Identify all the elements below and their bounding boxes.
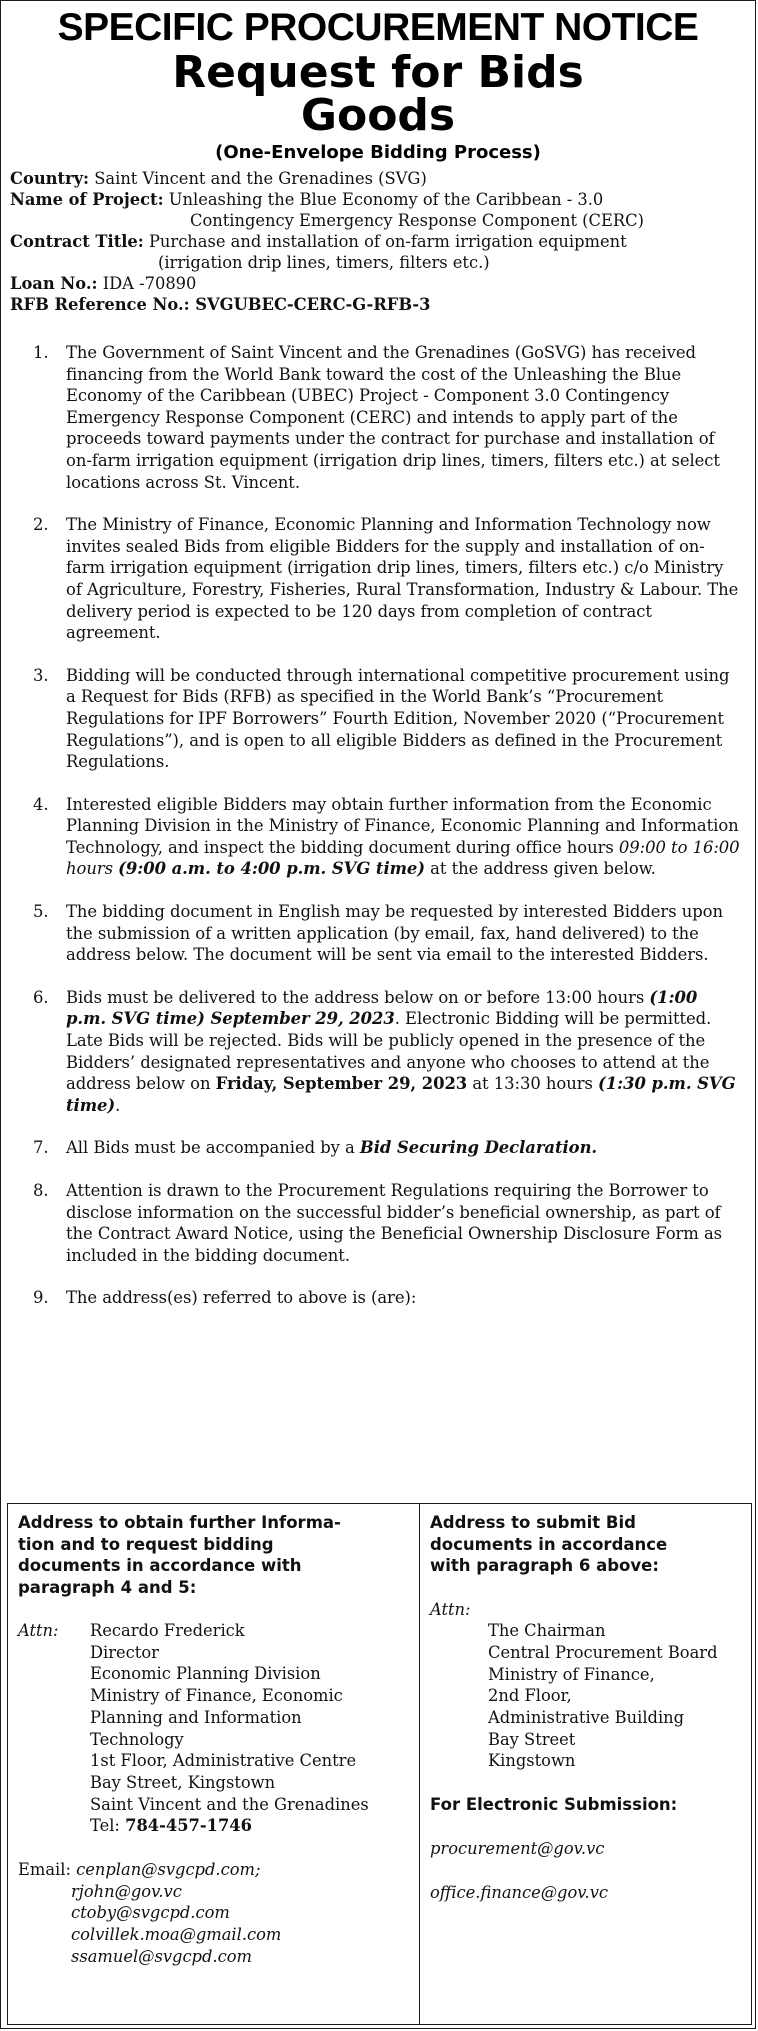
notice-subtitle-goods: Goods	[300, 90, 456, 141]
address-info-column	[8, 1504, 420, 2024]
meta-rfb	[10, 294, 755, 315]
address-line: Ministry of Finance,	[488, 1664, 655, 1684]
paragraph-number: 8.	[33, 1181, 49, 1200]
paragraph-7	[33, 1137, 741, 1159]
paragraph-number: 9.	[33, 1288, 49, 1308]
electronic-submission-heading: For Electronic Submission:	[430, 1795, 678, 1815]
email-link[interactable]: office.finance@gov.vc	[430, 1882, 609, 1902]
office-hours-svg-time: (9:00 a.m. to 4:00 p.m. SVG time)	[118, 859, 425, 879]
meta-contract-line2: (irrigation drip lines, timers, filters etc.)	[158, 253, 490, 272]
telephone: Tel: 784-457-1746	[90, 1816, 252, 1836]
paragraph-number: 1.	[33, 343, 49, 362]
address-line: Economic Planning Division	[90, 1664, 321, 1684]
meta-rfb-value: SVGUBEC-CERC-G-RFB-3	[195, 295, 431, 314]
submission-deadline: (1:00 p.m. SVG time) September 29, 2023	[66, 987, 698, 1029]
meta-loan-label: Loan No.:	[10, 274, 98, 293]
address-table	[7, 1503, 752, 2025]
attn-label: Attn:	[430, 1599, 471, 1619]
notice-header	[1, 1, 755, 166]
paragraph-2	[33, 514, 741, 644]
meta-contract	[10, 231, 755, 252]
address-info-lines	[90, 1620, 369, 1837]
notice-paragraphs	[1, 342, 755, 1309]
paragraph-text-end: .	[115, 1095, 121, 1115]
meta-loan	[10, 273, 755, 294]
meta-project-line2: Contingency Emergency Response Component (CERC)	[190, 211, 644, 230]
opening-date: Friday, September 29, 2023	[215, 1074, 468, 1094]
address-info-heading: Address to obtain further Informa- tion and to request bidding documents in accordance with paragraph 4 and 5:	[18, 1513, 341, 1597]
address-line: The Chairman	[488, 1621, 606, 1641]
email-link[interactable]: colvillek.moa@gmail.com	[71, 1925, 282, 1945]
notice-title: SPECIFIC PROCUREMENT NOTICE	[57, 6, 699, 49]
address-info-emails	[18, 1859, 409, 1968]
notice-subtitle-rfb: Request for Bids	[172, 47, 584, 98]
address-line: 1st Floor, Administrative Centre	[90, 1751, 357, 1771]
email-link[interactable]: ssamuel@svgcpd.com	[71, 1946, 252, 1966]
address-line: Kingstown	[488, 1751, 576, 1771]
email-link[interactable]: ctoby@svgcpd.com	[71, 1903, 230, 1923]
address-submit-heading: Address to submit Bid documents in accordance with paragraph 6 above:	[430, 1513, 668, 1575]
paragraph-3	[33, 665, 741, 773]
paragraph-text: The Ministry of Finance, Economic Planning and Information Technology now invites sealed Bids from eligible Bidders for the supply and installation of on-farm irrigation equipment (irrigation drip lines, timers, filters etc.) c/o Ministry of Agriculture, Forestry, Fisheries, Rural Transformation, Industry & Labour. The delivery period is expected to be 120 days from completion of contract agreement.	[66, 515, 739, 643]
address-line: Central Procurement Board	[488, 1642, 718, 1662]
address-submit-column	[420, 1504, 750, 2024]
email-link[interactable]: cenplan@svgcpd.com;	[76, 1860, 261, 1880]
address-line: Administrative Building	[488, 1708, 685, 1728]
paragraph-text: Bids must be delivered to the address below on or before 13:00 hours	[66, 987, 650, 1007]
paragraph-text-end: at the address given below.	[430, 859, 656, 879]
email-link[interactable]: rjohn@gov.vc	[71, 1881, 182, 1901]
paragraph-text: Interested eligible Bidders may obtain further information from the Economic Planning Division in the Ministry of Finance, Economic Planning and Information Technology, and inspect the bidding document during office hours	[66, 794, 739, 857]
meta-project	[10, 189, 755, 210]
paragraph-number: 6.	[33, 987, 49, 1007]
paragraph-4	[33, 794, 741, 880]
meta-contract-label: Contract Title:	[10, 232, 144, 251]
address-line: Ministry of Finance, Economic	[90, 1686, 343, 1706]
address-line: Planning and Information	[90, 1707, 302, 1727]
meta-project-value: Unleashing the Blue Economy of the Caribbean - 3.0	[168, 190, 604, 209]
meta-rfb-label: RFB Reference No.:	[10, 295, 190, 314]
opening-time: (1:30 p.m. SVG time)	[66, 1074, 736, 1115]
paragraph-text: Bidding will be conducted through international competitive procurement using a Request for Bids (RFB) as specified in the World Bank’s “Procurement Regulations for IPF Borrowers” Fourth Edition, November 2020 (“Procurement Regulations”), and is open to all eligible Bidders as defined in the Procurement Regulations.	[66, 665, 730, 772]
meta-country	[10, 168, 755, 189]
paragraph-number: 2.	[33, 515, 49, 535]
email-label: Email:	[18, 1860, 71, 1880]
paragraph-9	[33, 1287, 741, 1309]
address-line: Director	[90, 1642, 159, 1662]
meta-country-label: Country:	[10, 169, 90, 188]
paragraph-text-mid: . Electronic Bidding will be permitted. Late Bids will be rejected. Bids will be publicly opened in the presence of the Bidders’ designated representatives and anyone who chooses to attend at the address below on	[66, 1009, 712, 1094]
paragraph-text: The address(es) referred to above is (are):	[66, 1288, 417, 1308]
paragraph-text: Attention is drawn to the Procurement Regulations requiring the Borrower to disclose information on the successful bidder’s beneficial ownership, as part of the Contract Award Notice, using the Beneficial Ownership Disclosure Form as included in the bidding document.	[66, 1181, 723, 1265]
bid-securing-declaration: Bid Securing Declaration.	[359, 1138, 598, 1158]
paragraph-8	[33, 1180, 741, 1266]
notice-meta	[1, 168, 755, 315]
email-link[interactable]: procurement@gov.vc	[430, 1838, 605, 1858]
office-hours: 09:00 to 16:00 hours	[66, 837, 740, 879]
address-submit-lines	[430, 1620, 740, 1772]
meta-project-label: Name of Project:	[10, 190, 164, 209]
paragraph-text: The Government of Saint Vincent and the Grenadines (GoSVG) has received financing from the World Bank toward the cost of the Unleashing the Blue Economy of the Caribbean (UBEC) Project - Component 3.0 Contingency Emergency Response Component (CERC) and intends to apply part of the proceeds toward payments under the contract for purchase and installation of on-farm irrigation equipment (irrigation drip lines, timers, filters etc.) at select locations across St. Vincent.	[66, 343, 720, 492]
bidding-process: (One-Envelope Bidding Process)	[215, 142, 541, 163]
meta-country-value: Saint Vincent and the Grenadines (SVG)	[94, 169, 427, 188]
attn-label: Attn:	[18, 1621, 59, 1640]
address-line: 2nd Floor,	[488, 1686, 572, 1706]
paragraph-5	[33, 901, 741, 966]
paragraph-1	[33, 342, 741, 493]
address-line: Bay Street	[488, 1729, 576, 1749]
paragraph-text: The bidding document in English may be requested by interested Bidders upon the submission of a written application (by email, fax, hand delivered) to the address below. The document will be sent via email to the interested Bidders.	[66, 902, 723, 965]
paragraph-text-mid2: at 13:30 hours	[467, 1074, 599, 1094]
paragraph-number: 5.	[33, 902, 49, 922]
address-line: Technology	[90, 1729, 184, 1749]
paragraph-6	[33, 987, 741, 1117]
paragraph-number: 7.	[33, 1138, 49, 1158]
meta-contract-value: Purchase and installation of on-farm irrigation equipment	[148, 232, 627, 251]
address-line: Saint Vincent and the Grenadines	[90, 1794, 369, 1814]
paragraph-text: All Bids must be accompanied by a	[66, 1138, 360, 1158]
meta-loan-value: IDA -70890	[102, 274, 197, 293]
address-line: Bay Street, Kingstown	[90, 1772, 276, 1792]
email-first	[18, 1859, 409, 1881]
address-line: Recardo Frederick	[90, 1621, 245, 1640]
paragraph-number: 3.	[33, 665, 49, 685]
paragraph-number: 4.	[33, 794, 49, 814]
address-info-attn	[18, 1620, 409, 1837]
